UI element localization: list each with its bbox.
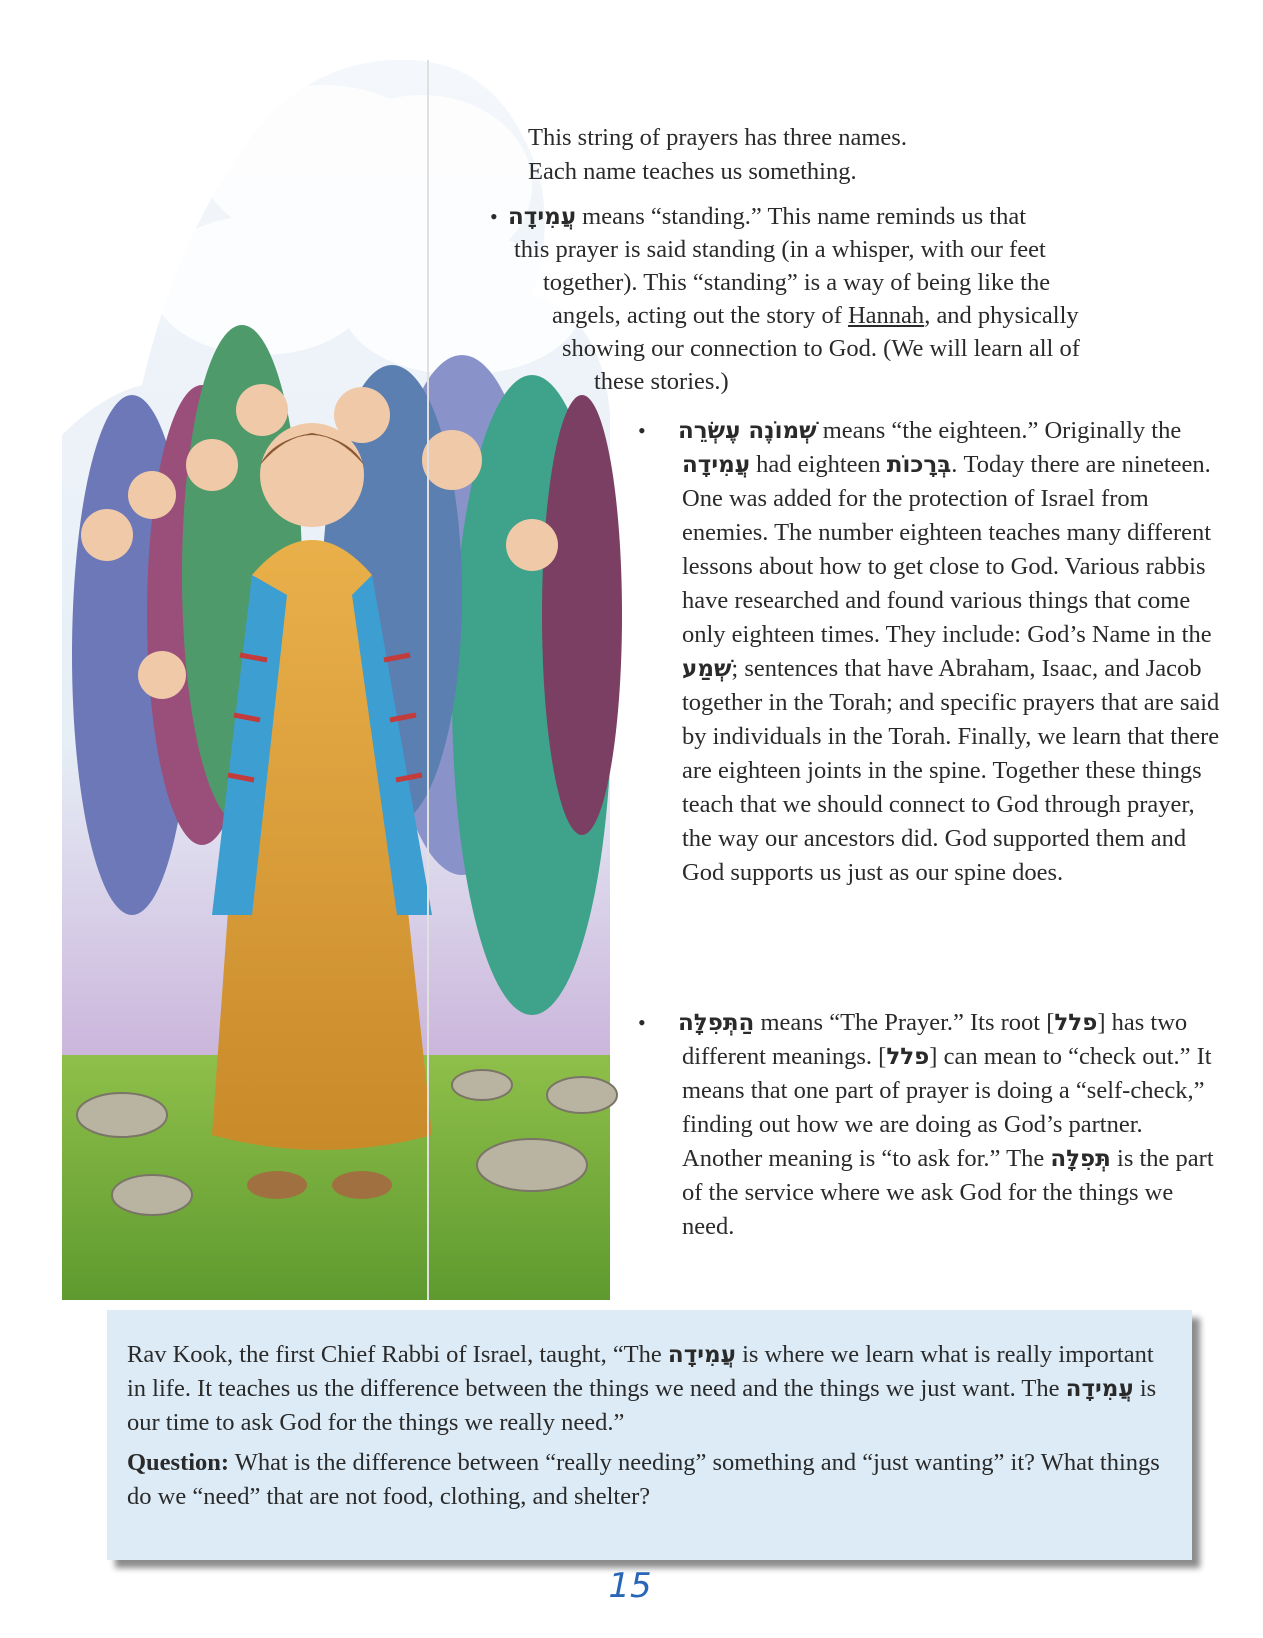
hebrew-term: עֲמִידָה bbox=[508, 204, 577, 230]
bullet-amidah-line-5: showing our connection to God. (We will learn all of bbox=[562, 335, 1080, 362]
bullet-dot-icon: • bbox=[638, 418, 646, 443]
hebrew-root: פלל bbox=[1054, 1010, 1098, 1036]
hebrew-term: הַתְּפִלָּה bbox=[678, 1010, 755, 1036]
bullet-amidah-line-2: this prayer is said standing (in a whisper, with our feet bbox=[514, 236, 1046, 263]
hebrew-root: פלל bbox=[886, 1044, 930, 1070]
hebrew-term: שְׁמַע bbox=[682, 656, 732, 682]
bullet-hatefillah bbox=[638, 1006, 1227, 1244]
page-number: 15 bbox=[608, 1566, 652, 1606]
bullet-hatefillah-text: • הַתְּפִלָּה means “The Prayer.” Its root [פלל] has two different meanings. [פלל] can mean to “check out.” It means that one part of prayer is doing a “self-check,” finding out how we are doing as God’s partner. Another meaning is “to ask for.” The תְּפִלָּה is the part of the service where we ask God for the things we need. bbox=[682, 1006, 1227, 1244]
intro-text bbox=[528, 121, 1228, 189]
hebrew-term: בְּרָכוֹת bbox=[886, 452, 952, 478]
intro-line-1: This string of prayers has three names. bbox=[528, 124, 907, 151]
bullet-dot-icon: • bbox=[638, 1010, 646, 1035]
hebrew-term: עֲמִידָה bbox=[1065, 1376, 1134, 1402]
hebrew-term: תְּפִלָּה bbox=[1050, 1146, 1111, 1172]
hebrew-term: עֲמִידָה bbox=[682, 452, 751, 478]
name-hannah: Hannah bbox=[847, 302, 925, 329]
quote-box bbox=[107, 1310, 1192, 1560]
question: Question: What is the difference between “really needing” something and “just wanting” it? What things do we “need” that are not food, clothing, and shelter? bbox=[127, 1449, 1160, 1510]
rav-kook-quote: Rav Kook, the first Chief Rabbi of Israel, taught, “The עֲמִידָה is where we learn what is really important in life. It teaches us the difference between the things we need and the things we just want. The עֲמִידָה is our time to ask God for the things we really need.” bbox=[127, 1341, 1157, 1436]
bullet-dot-icon: • bbox=[490, 204, 498, 229]
hebrew-term: עֲמִידָה bbox=[667, 1342, 736, 1368]
bullet-amidah-line-6: these stories.) bbox=[594, 368, 729, 395]
bullet-shemoneh-esrei bbox=[638, 414, 1227, 890]
hebrew-term: שְׁמוֹנֶה עֶשְׂרֵה bbox=[678, 418, 817, 444]
intro-line-2: Each name teaches us something. bbox=[528, 158, 857, 185]
bullet-amidah-line-4: angels, acting out the story of Hannah, and physically bbox=[552, 302, 1079, 329]
bullet-amidah-line-3: together). This “standing” is a way of being like the bbox=[543, 269, 1051, 296]
question-label: Question: bbox=[127, 1449, 230, 1476]
bullet-shemoneh-text: • שְׁמוֹנֶה עֶשְׂרֵה means “the eighteen.” Originally the עֲמִידָה had eighteen בְּרָכוֹת. Today there are nineteen. One was added for the protection of Israel from enemies. The number eighteen teaches many different lessons about how to get close to God. Various rabbis have researched and found various things that come only eighteen times. They include: God’s Name in the שְׁמַע; sentences that have Abraham, Isaac, and Jacob together in the Torah; and specific prayers that are said by individuals in the Torah. Finally, we learn that there are eighteen joints in the spine. Together these things teach that we should connect to God through prayer, the way our ancestors did. God supported them and God supports us just as our spine does. bbox=[682, 414, 1227, 890]
bullet-amidah-line-1: • עֲמִידָה means “standing.” This name reminds us that bbox=[490, 200, 1026, 234]
